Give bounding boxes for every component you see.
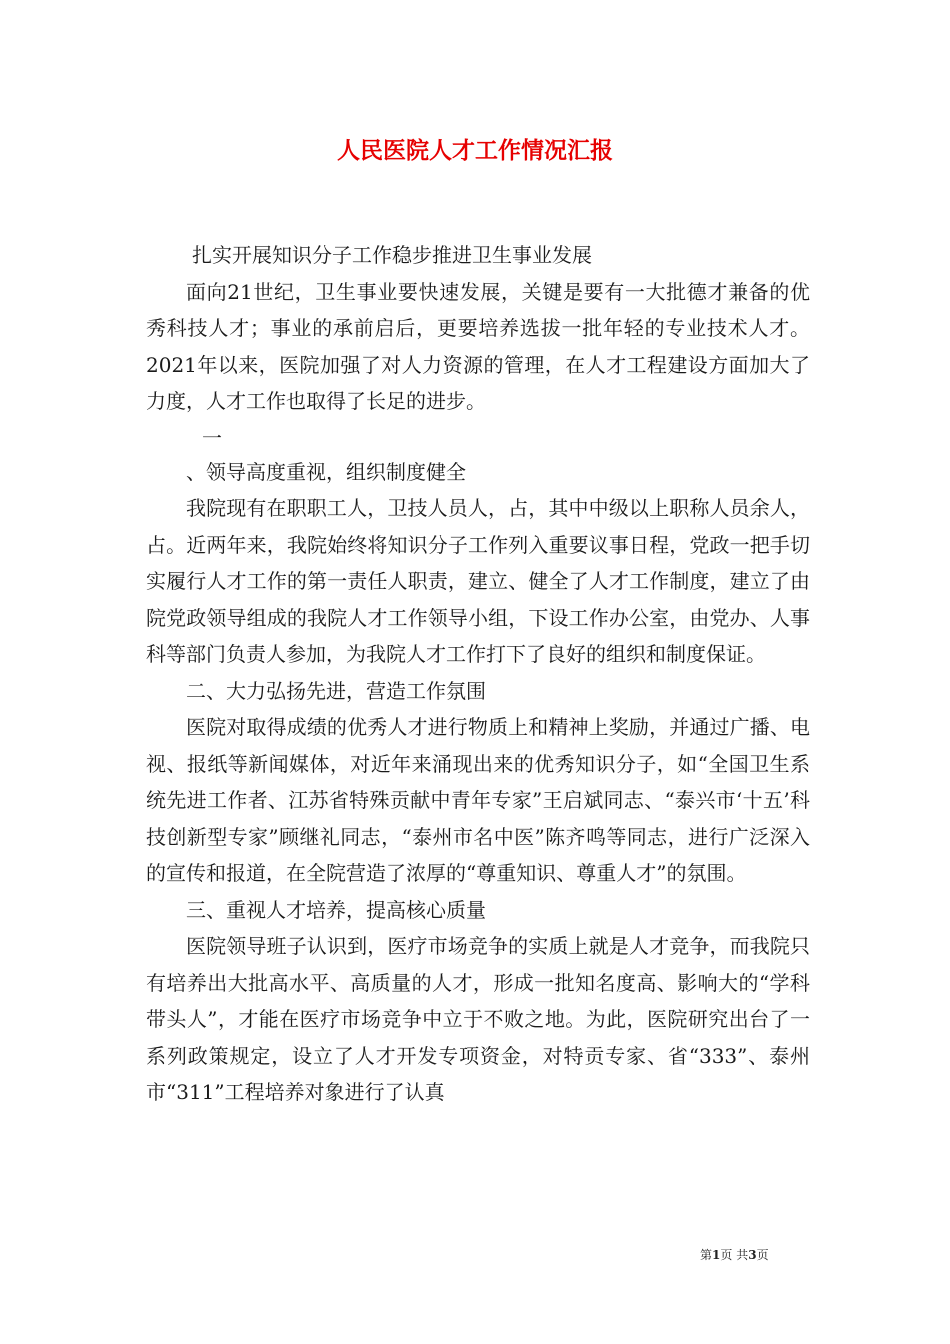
paragraph-two: 医院对取得成绩的优秀人才进行物质上和精神上奖励，并通过广播、电视、报纸等新闻媒体，对近年来涌现出来的优秀知识分子，如“全国卫生系统先进工作者、江苏省特殊贡献中青年专家”王启斌同志、“泰兴市‘十五’科技创新型专家”顾继礼同志，“泰州市名中医”陈齐鸣等同志，进行广泛深入的宣传和报道，在全院营造了浓厚的“尊重知识、尊重人才”的氛围。 [146, 715, 810, 885]
subtitle: 扎实开展知识分子工作稳步推进卫生事业发展 [192, 243, 592, 267]
section-heading-two: 二、大力弘扬先进，营造工作氛围 [186, 678, 486, 703]
footer-total-pages: 3 [748, 1248, 757, 1262]
footer-suffix: 页 [756, 1248, 769, 1262]
paragraph-intro: 面向21世纪，卫生事业要快速发展，关键是要有一大批德才兼备的优秀科技人才；事业的承前启后，更要培养选拔一批年轻的专业技术人才。2021年以来，医院加强了对人力资源的管理，在人才工程建设方面加大了力度，人才工作也取得了长足的进步。 [146, 279, 810, 413]
document-title: 人民医院人才工作情况汇报 [337, 137, 613, 164]
footer-prefix: 第 [700, 1248, 713, 1262]
paragraph-three: 医院领导班子认识到，医疗市场竞争的实质上就是人才竞争，而我院只有培养出大批高水平、高质量的人才，形成一批知名度高、影响大的“学科带头人”，才能在医疗市场竞争中立于不败之地。为此，医院研究出台了一系列政策规定，设立了人才开发专项资金，对特贡专家、省“333”、泰州市“311”工程培养对象进行了认真 [146, 934, 810, 1104]
page-footer [700, 1246, 769, 1263]
document-body [146, 237, 810, 1111]
section-heading-three: 三、重视人才培养，提高核心质量 [186, 897, 486, 922]
section-heading-one: 、领导高度重视，组织制度健全 [186, 459, 466, 484]
paragraph-one: 我院现有在职职工人，卫技人员人，占，其中中级以上职称人员余人，占。近两年来，我院始终将知识分子工作列入重要议事日程，党政一把手切实履行人才工作的第一责任人职责，建立、健全了人才工作制度，建立了由院党政领导组成的我院人才工作领导小组，下设工作办公室，由党办、人事科等部门负责人参加，为我院人才工作打下了良好的组织和制度保证。 [146, 496, 810, 666]
footer-middle: 页 共 [720, 1248, 749, 1262]
section-marker-one: 一 [202, 425, 222, 450]
footer-current-page: 1 [712, 1248, 721, 1262]
